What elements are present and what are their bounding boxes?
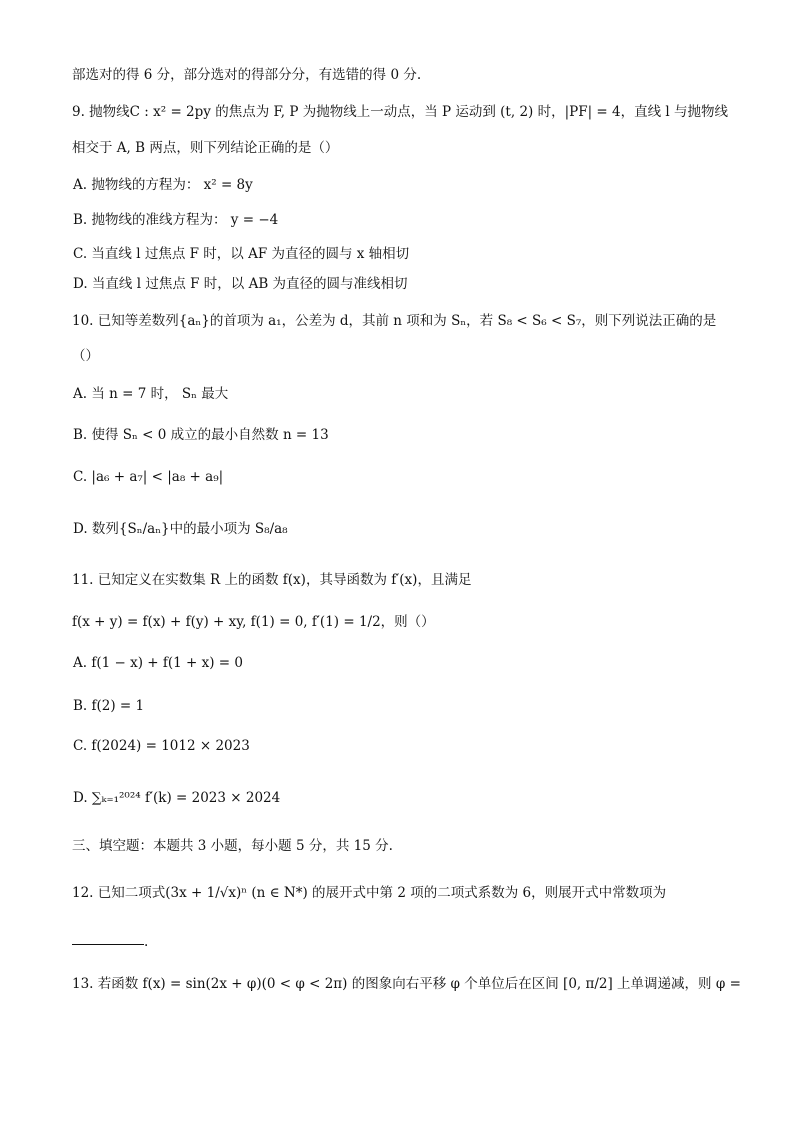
question-11-option-b: B. f(2) = 1 <box>73 698 145 714</box>
question-10-option-c: C. |a₆ + a₇| < |a₈ + a₉| <box>73 469 224 485</box>
question-11-option-a: A. f(1 − x) + f(1 + x) = 0 <box>73 655 243 671</box>
scoring-note-line: 部选对的得 6 分，部分选对的得部分分，有选错的得 0 分. <box>72 67 422 83</box>
question-10-option-b: B. 使得 Sₙ < 0 成立的最小自然数 n = 13 <box>73 427 329 443</box>
section-3-heading: 三、填空题：本题共 3 小题，每小题 5 分，共 15 分. <box>72 838 393 854</box>
question-9-stem: 9. 抛物线C : x² = 2py 的焦点为 F, P 为抛物线上一动点，当 P 运动到 (t, 2) 时，|PF| = 4，直线 l 与抛物线 <box>72 104 729 120</box>
question-12-stem: 12. 已知二项式(3x + 1/√x)ⁿ (n ∈ N*) 的展开式中第 2 项的二项式系数为 6，则展开式中常数项为 <box>72 885 667 901</box>
answer-blank-line <box>72 944 144 945</box>
question-9-stem-continued: 相交于 A, B 两点，则下列结论正确的是（） <box>72 140 339 156</box>
question-11-stem: 11. 已知定义在实数集 R 上的函数 f(x)，其导函数为 f′(x)，且满足 <box>72 572 472 588</box>
question-11-option-c: C. f(2024) = 1012 × 2023 <box>73 738 250 754</box>
question-9-option-a: A. 抛物线的方程为： x² = 8y <box>73 177 253 193</box>
question-12-end-period: . <box>144 934 149 950</box>
question-9-option-b: B. 抛物线的准线方程为： y = −4 <box>73 212 279 228</box>
question-11-option-d: D. ∑ₖ₌₁²⁰²⁴ f′(k) = 2023 × 2024 <box>73 790 281 806</box>
question-9-option-d: D. 当直线 l 过焦点 F 时，以 AB 为直径的圆与准线相切 <box>73 276 408 292</box>
question-13-stem: 13. 若函数 f(x) = sin(2x + φ)(0 < φ < 2π) 的图象向右平移 φ 个单位后在区间 [0, π/2] 上单调递减，则 φ = <box>72 976 741 992</box>
question-10-stem: 10. 已知等差数列{aₙ}的首项为 a₁，公差为 d，其前 n 项和为 Sₙ，若 S₈ < S₆ < S₇，则下列说法正确的是 <box>72 313 717 329</box>
question-10-stem-continued: （） <box>72 348 99 364</box>
question-10-option-a: A. 当 n = 7 时， Sₙ 最大 <box>73 386 229 402</box>
question-9-option-c: C. 当直线 l 过焦点 F 时，以 AF 为直径的圆与 x 轴相切 <box>73 246 410 262</box>
question-11-conditions: f(x + y) = f(x) + f(y) + xy, f(1) = 0, f′(1) = 1/2，则（） <box>72 614 435 630</box>
question-10-option-d: D. 数列{Sₙ/aₙ}中的最小项为 S₈/a₈ <box>73 521 288 537</box>
